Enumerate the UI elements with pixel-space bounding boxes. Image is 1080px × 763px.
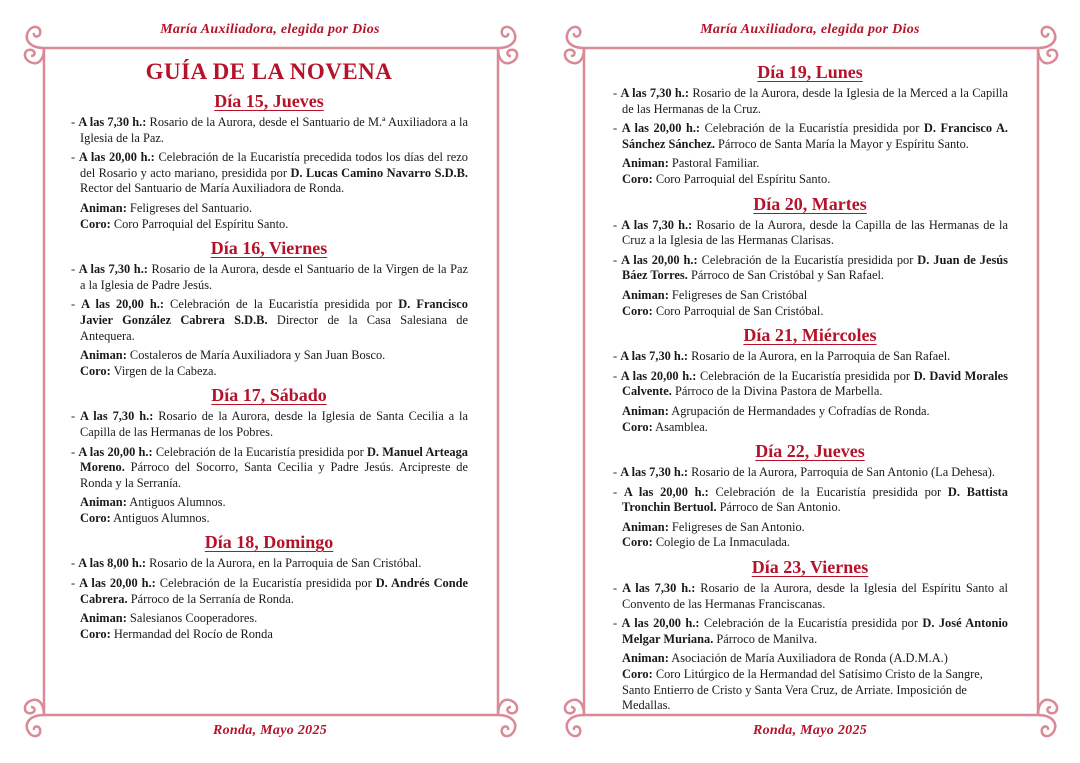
page-header: María Auxiliadora, elegida por Dios	[700, 22, 920, 37]
entry-text-continued: Párroco de Manilva.	[713, 631, 818, 646]
schedule-entry: - A las 7,30 h.: Rosario de la Aurora, en la Parroquia de San Rafael.	[613, 349, 951, 364]
entry-text-continued: Director de la Casa Salesiana de Antequera.	[80, 312, 468, 343]
entry-time: A las 20,00 h.:	[620, 368, 697, 383]
schedule-entry: - A las 20,00 h.: Celebración de la Eucaristía presidida por D. Manuel Arteaga Moreno. Párroco del Socorro, Santa Cecilia y Padre Jesús. Arcipreste de Ronda y la Serranía.	[71, 444, 468, 490]
coro-value: Virgen de la Cabeza.	[110, 363, 217, 378]
animan-label: Animan:	[80, 611, 127, 626]
animan-label: Animan:	[622, 519, 669, 534]
entry-text: Celebración de la Eucaristía presidida por	[700, 121, 924, 136]
entry-time: A las 7,30 h.:	[78, 115, 147, 129]
animan-label: Animan:	[622, 156, 669, 171]
entry-text: Rosario de la Aurora, en la Parroquia de San Rafael.	[688, 349, 951, 364]
coro-label: Coro:	[622, 667, 653, 682]
coro-label: Coro:	[80, 626, 111, 641]
animan-label: Animan:	[622, 287, 669, 302]
coro-line	[70, 627, 468, 643]
entry-text: Celebración de la Eucaristía presidida por	[708, 484, 948, 499]
animan-line	[612, 404, 1008, 420]
animan-label: Animan:	[622, 651, 669, 666]
day-title: Día 21, Miércoles	[743, 325, 877, 346]
entry-text: Celebración de la Eucaristía presidida por	[697, 252, 918, 267]
coro-line	[612, 667, 1008, 714]
animan-line	[70, 611, 468, 627]
day-title: Día 23, Viernes	[751, 557, 869, 578]
entry-text: Celebración de la Eucaristía precedida todos los días del rezo del Rosario y acto mariano, presidida por	[80, 150, 468, 180]
coro-label: Coro:	[80, 363, 111, 378]
entry-time: A las 7,30 h.:	[620, 465, 689, 480]
day-block	[70, 90, 468, 232]
schedule-entry: - A las 7,30 h.: Rosario de la Aurora, desde el Santuario de M.ª Auxiliadora a la Iglesia de la Paz.	[71, 115, 468, 145]
schedule-entry: - A las 7,30 h.: Rosario de la Aurora, desde la Iglesia del Espíritu Santo al Convento de las Hermanas Franciscanas.	[613, 581, 1008, 611]
entry-text-continued: Párroco de la Divina Pastora de Marbella.	[671, 384, 883, 399]
animan-value: Salesianos Cooperadores.	[126, 611, 258, 626]
entry-text: Celebración de la Eucaristía presidida por	[152, 444, 367, 459]
animan-value: Antiguos Alumnos.	[126, 495, 226, 510]
page-footer: Ronda, Mayo 2025	[212, 723, 328, 738]
day-block	[70, 531, 468, 642]
day-title: Día 22, Jueves	[755, 441, 865, 462]
coro-label: Coro:	[622, 303, 653, 318]
day-title: Día 20, Martes	[753, 193, 867, 214]
day-block	[70, 237, 468, 379]
schedule-entry: - A las 20,00 h.: Celebración de la Eucaristía presidida por D. David Morales Calvente. Párroco de la Divina Pastora de Marbella.	[613, 368, 1009, 399]
coro-value: Coro Parroquial del Espíritu Santo.	[110, 216, 289, 231]
entry-time: A las 7,30 h.:	[622, 581, 696, 596]
entry-text: Celebración de la Eucaristía presidida por	[696, 368, 914, 383]
entry-text: Rosario de la Aurora, en la Parroquia de San Cristóbal.	[146, 556, 422, 571]
animan-value: Pastoral Familiar.	[668, 156, 760, 171]
entry-text: Rosario de la Aurora, desde la Iglesia de la Merced a la Capilla de las Hermanas de la Cruz.	[622, 86, 1008, 116]
entry-time: A las 20,00 h.:	[623, 484, 709, 499]
animan-value: Feligreses de San Antonio.	[668, 519, 805, 534]
day-block	[612, 193, 1008, 320]
coro-value: Coro Parroquial de San Cristóbal.	[652, 303, 824, 318]
coro-value: Asamblea.	[652, 419, 708, 434]
entry-text-continued: Párroco del Socorro, Santa Cecilia y Padre Jesús. Arcipreste de Ronda y la Serranía.	[80, 460, 468, 490]
day-title: Día 16, Viernes	[210, 238, 328, 259]
day-block	[612, 61, 1008, 188]
day-title: Día 18, Domingo	[204, 532, 334, 553]
animan-value: Costaleros de María Auxiliadora y San Juan Bosco.	[126, 348, 386, 363]
animan-value: Feligreses del Santuario.	[126, 200, 253, 215]
schedule-entry: - A las 20,00 h.: Celebración de la Eucaristía presidida por D. Battista Tronchin Bertuol. Párroco de San Antonio.	[613, 484, 1009, 515]
right-content	[612, 58, 1008, 719]
animan-line	[612, 651, 1008, 667]
animan-label: Animan:	[80, 348, 127, 363]
day-block	[612, 440, 1008, 551]
coro-line	[70, 511, 468, 527]
entry-time: A las 20,00 h.:	[78, 150, 155, 165]
coro-value: Antiguos Alumnos.	[110, 510, 210, 525]
animan-line	[70, 201, 468, 217]
coro-line	[612, 535, 1008, 551]
animan-label: Animan:	[622, 403, 669, 418]
schedule-entry: - A las 20,00 h.: Celebración de la Eucaristía presidida por D. Francisco Javier González Cabrera S.D.B. Director de la Casa Salesiana de Antequera.	[71, 297, 468, 343]
coro-value: Hermandad del Rocío de Ronda	[110, 626, 273, 641]
entry-time: A las 7,30 h.:	[80, 409, 154, 424]
coro-line	[612, 172, 1008, 188]
coro-label: Coro:	[622, 419, 653, 434]
animan-line	[70, 495, 468, 511]
schedule-entry: - A las 20,00 h.: Celebración de la Eucaristía presidida por D. Juan de Jesús Báez Torres. Párroco de San Cristóbal y San Rafael.	[613, 252, 1008, 283]
animan-label: Animan:	[80, 200, 127, 215]
celebrant-name: D. José Antonio Melgar Muriana.	[622, 616, 1008, 646]
entry-text-continued: Rector del Santuario de María Auxiliadora de Ronda.	[80, 181, 345, 196]
schedule-entry: - A las 7,30 h.: Rosario de la Aurora, desde la Capilla de las Hermanas de la Cruz a la Iglesia de las Hermanas Clarisas.	[613, 217, 1008, 248]
schedule-entry: - A las 20,00 h.: Celebración de la Eucaristía precedida todos los días del rezo del Rosario y acto mariano, presidida por D. Lucas Camino Navarro S.D.B. Rector del Santuario de María Auxiliadora de Ronda.	[71, 150, 468, 196]
day-title: Día 19, Lunes	[757, 62, 863, 82]
entry-text-continued: Párroco de San Cristóbal y San Rafael.	[687, 268, 884, 283]
entry-text-continued: Párroco de San Antonio.	[716, 500, 841, 515]
entry-time: A las 7,30 h.:	[78, 262, 148, 277]
animan-value: Agrupación de Hermandades y Cofradías de Ronda.	[668, 403, 930, 418]
day-block	[612, 556, 1008, 714]
schedule-entry: - A las 7,30 h.: Rosario de la Aurora, Parroquia de San Antonio (La Dehesa).	[613, 465, 995, 480]
coro-label: Coro:	[622, 535, 653, 550]
animan-line	[70, 348, 468, 364]
entry-time: A las 7,30 h.:	[621, 217, 693, 232]
schedule-entry: - A las 7,30 h.: Rosario de la Aurora, desde la Iglesia de Santa Cecilia a la Capilla de las Hermanas de los Pobres.	[71, 409, 468, 439]
schedule-entry: - A las 20,00 h.: Celebración de la Eucaristía presidida por D. Francisco A. Sánchez Sánchez. Párroco de Santa María la Mayor y Espíritu Santo.	[613, 121, 1009, 151]
coro-line	[612, 420, 1008, 436]
coro-line	[612, 304, 1008, 320]
celebrant-name: D. Juan de Jesús Báez Torres.	[622, 252, 1008, 283]
left-content	[70, 56, 468, 647]
animan-line	[612, 288, 1008, 304]
coro-value: Coro Parroquial del Espíritu Santo.	[652, 171, 831, 186]
entry-time: A las 8,00 h.:	[78, 556, 147, 571]
celebrant-name: D. Manuel Arteaga Moreno.	[80, 444, 468, 475]
celebrant-name: D. Battista Tronchin Bertuol.	[622, 484, 1009, 515]
schedule-entry: - A las 7,30 h.: Rosario de la Aurora, desde el Santuario de la Virgen de la Paz a la Iglesia de Padre Jesús.	[71, 262, 468, 292]
schedule-entry: - A las 8,00 h.: Rosario de la Aurora, en la Parroquia de San Cristóbal.	[71, 556, 422, 571]
coro-value: Coro Litúrgico de la Hermandad del Satísimo Cristo de la Sangre, Santo Entierro de Cristo y Santa Vera Cruz, de Arriate. Imposición de Medallas.	[622, 667, 983, 713]
celebrant-name: D. Andrés Conde Cabrera.	[80, 576, 468, 606]
entry-time: A las 20,00 h.:	[81, 297, 165, 312]
animan-label: Animan:	[80, 495, 127, 510]
coro-label: Coro:	[622, 171, 653, 186]
entry-time: A las 20,00 h.:	[621, 616, 700, 631]
schedule-entry: - A las 20,00 h.: Celebración de la Eucaristía presidida por D. José Antonio Melgar Muriana. Párroco de Manilva.	[613, 616, 1008, 646]
entry-time: A las 20,00 h.:	[79, 576, 156, 591]
animan-value: Asociación de María Auxiliadora de Ronda (A.D.M.A.)	[668, 651, 948, 666]
page-title: GUÍA DE LA NOVENA	[145, 59, 393, 84]
animan-line	[612, 156, 1008, 172]
entry-time: A las 7,30 h.:	[620, 349, 689, 364]
coro-line	[70, 217, 468, 233]
entry-text: Rosario de la Aurora, desde la Iglesia del Espíritu Santo al Convento de las Hermanas Franciscanas.	[622, 581, 1008, 611]
celebrant-name: D. Francisco A. Sánchez Sánchez.	[622, 121, 1009, 151]
coro-line	[70, 364, 468, 380]
day-block	[612, 324, 1008, 435]
entry-text: Celebración de la Eucaristía presidida por	[164, 297, 399, 312]
entry-time: A las 7,30 h.:	[620, 86, 690, 100]
coro-label: Coro:	[80, 216, 111, 231]
entry-text-continued: Párroco de Santa María la Mayor y Espíritu Santo.	[714, 136, 969, 151]
schedule-entry: - A las 20,00 h.: Celebración de la Eucaristía presidida por D. Andrés Conde Cabrera. Párroco de la Serranía de Ronda.	[71, 576, 468, 606]
day-title: Día 15, Jueves	[214, 91, 324, 111]
entry-text: Rosario de la Aurora, desde el Santuario de M.ª Auxiliadora a la Iglesia de la Paz.	[80, 115, 468, 145]
schedule-entry: - A las 7,30 h.: Rosario de la Aurora, desde la Iglesia de la Merced a la Capilla de las Hermanas de la Cruz.	[613, 86, 1008, 116]
coro-value: Colegio de La Inmaculada.	[652, 535, 791, 550]
celebrant-name: D. David Morales Calvente.	[622, 368, 1009, 399]
entry-text: Rosario de la Aurora, Parroquia de San Antonio (La Dehesa).	[688, 465, 995, 480]
right-page	[540, 0, 1080, 763]
page-header: María Auxiliadora, elegida por Dios	[160, 22, 380, 37]
page-footer: Ronda, Mayo 2025	[752, 723, 868, 738]
entry-text: Celebración de la Eucaristía presidida por	[699, 616, 923, 631]
day-title: Día 17, Sábado	[211, 385, 327, 406]
entry-text-continued: Párroco de la Serranía de Ronda.	[127, 591, 294, 606]
entry-text: Rosario de la Aurora, desde la Iglesia de Santa Cecilia a la Capilla de las Hermanas de los Pobres.	[80, 409, 468, 439]
entry-time: A las 20,00 h.:	[78, 444, 153, 459]
entry-text: Celebración de la Eucaristía presidida por	[155, 576, 376, 591]
entry-text: Rosario de la Aurora, desde la Capilla de las Hermanas de la Cruz a la Iglesia de las Hermanas Clarisas.	[622, 217, 1008, 248]
animan-line	[612, 520, 1008, 536]
coro-label: Coro:	[80, 510, 111, 525]
entry-time: A las 20,00 h.:	[621, 121, 701, 136]
celebrant-name: D. Lucas Camino Navarro S.D.B.	[290, 165, 468, 180]
entry-time: A las 20,00 h.:	[621, 252, 698, 267]
animan-value: Feligreses de San Cristóbal	[668, 287, 808, 302]
celebrant-name: D. Francisco Javier González Cabrera S.D.B.	[80, 297, 468, 327]
day-block	[70, 384, 468, 526]
entry-text: Rosario de la Aurora, desde el Santuario de la Virgen de la Paz a la Iglesia de Padre Jesús.	[80, 262, 468, 292]
